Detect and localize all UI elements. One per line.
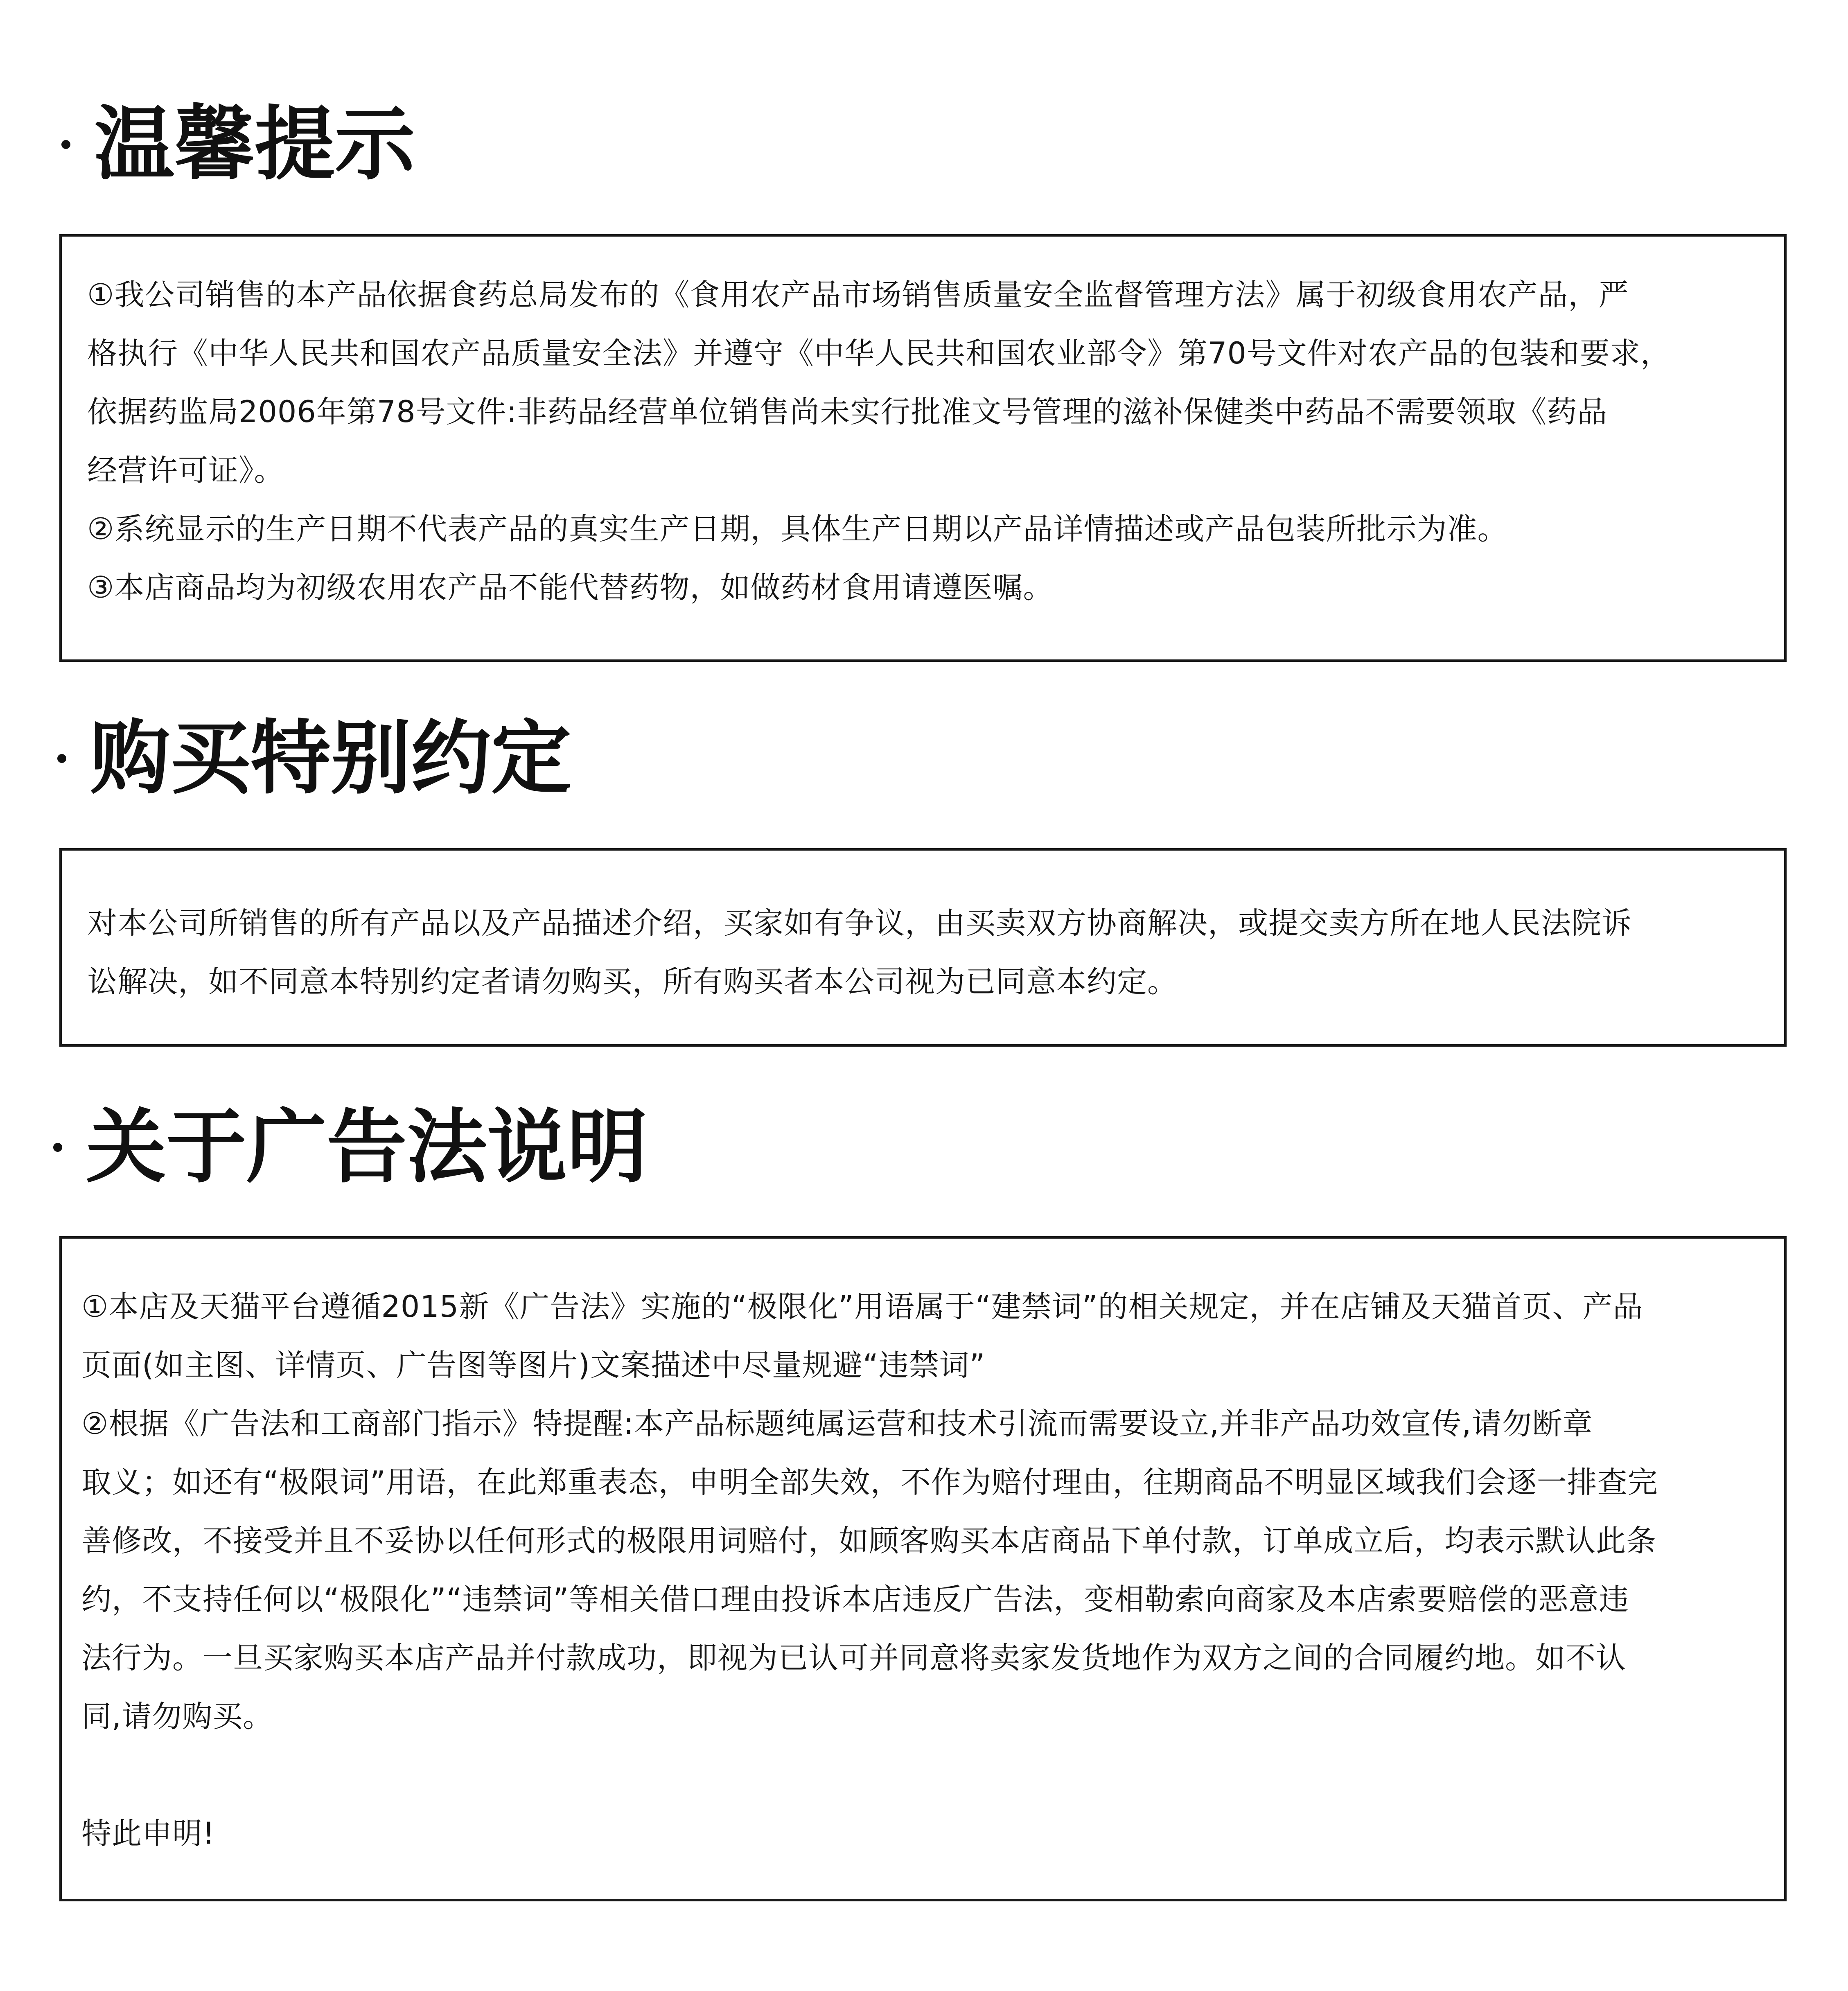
paragraph-line: ③本店商品均为初级农用农产品不能代替药物，如做药材食用请遵医嘱。	[87, 570, 1054, 605]
section-title-text: 温馨提示	[94, 98, 415, 191]
paragraph-line: 经营许可证》。	[87, 453, 284, 488]
bullet-dot-icon	[53, 1143, 62, 1152]
bullet-dot-icon	[61, 140, 70, 149]
paragraph-line: 依据药监局2006年第78号文件:非药品经营单位销售尚未实行批准文号管理的滋补保健类中药品不需要领取《药品	[87, 395, 1608, 429]
paragraph-line: 页面(如主图、详情页、广告图等图片)文案描述中尽量规避“违禁词”	[81, 1348, 986, 1383]
paragraph-line: 善修改，不接受并且不妥协以任何形式的极限用词赔付，如顾客购买本店商品下单付款，订单成立后，均表示默认此条	[81, 1524, 1656, 1558]
declaration-line: 特此申明!	[81, 1816, 215, 1851]
warm-tips-content	[87, 266, 1768, 617]
warm-tips-box	[59, 234, 1787, 662]
paragraph-line: 格执行《中华人民共和国农产品质量安全法》并遵守《中华人民共和国农业部令》第70号文件对农产品的包装和要求，	[87, 336, 1671, 371]
paragraph-line: 约，不支持任何以“极限化”“违禁词”等相关借口理由投诉本店违反广告法，变相勒索向商家及本店索要赔偿的恶意违	[81, 1582, 1629, 1617]
section-title-purchase-agreement	[57, 712, 572, 805]
paragraph-line: ②根据《广告法和工商部门指示》特提醒:本产品标题纯属运营和技术引流而需要设立,并非产品功效宣传,请勿断章	[81, 1406, 1593, 1441]
paragraph-line: ②系统显示的生产日期不代表产品的真实生产日期，具体生产日期以产品详情描述或产品包装所批示为准。	[87, 512, 1508, 546]
advertising-law-content	[81, 1278, 1768, 1863]
paragraph-line: 法行为。一旦买家购买本店产品并付款成功，即视为已认可并同意将卖家发货地作为双方之间的合同履约地。如不认	[81, 1641, 1626, 1675]
bullet-dot-icon	[57, 754, 66, 763]
paragraph-line: 对本公司所销售的所有产品以及产品描述介绍，买家如有争议，由买卖双方协商解决，或提交卖方所在地人民法院诉	[87, 906, 1632, 941]
purchase-agreement-box	[59, 848, 1787, 1047]
advertising-law-box	[59, 1236, 1787, 1901]
paragraph-line: ①我公司销售的本产品依据食药总局发布的《食用农产品市场销售质量安全监督管理方法》属于初级食用农产品，严	[87, 278, 1629, 312]
paragraph-line: 讼解决，如不同意本特别约定者请勿购买，所有购买者本公司视为已同意本约定。	[87, 964, 1178, 999]
section-title-warm-tips	[61, 98, 415, 191]
section-title-text: 关于广告法说明	[86, 1101, 648, 1194]
section-title-text: 购买特别约定	[90, 712, 572, 805]
paragraph-line: ①本店及天猫平台遵循2015新《广告法》实施的“极限化”用语属于“建禁词”的相关规定，并在店铺及天猫首页、产品	[81, 1289, 1643, 1324]
paragraph-line: 取义；如还有“极限词”用语，在此郑重表态，申明全部失效，不作为赔付理由，往期商品不明显区域我们会逐一排查完	[81, 1465, 1658, 1500]
paragraph-line: 同,请勿购买。	[81, 1699, 273, 1734]
blank-line	[81, 1746, 1768, 1804]
section-title-advertising-law	[53, 1101, 648, 1194]
purchase-agreement-content	[87, 894, 1768, 1011]
